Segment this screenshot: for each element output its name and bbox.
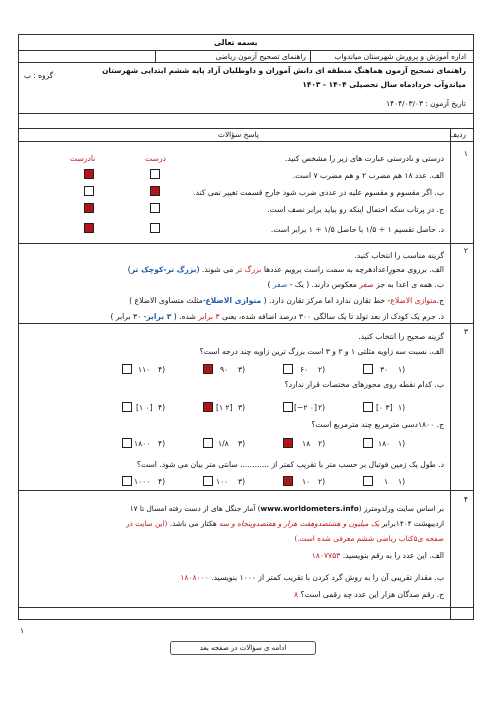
q4-paragraph-2: اردیبهشت ۱۴۰۴برابر یک میلیون و هشتصدوهفت هزار و هفتصدوپنجاه و سه هکتار می باشد. (این سایت در	[126, 519, 444, 528]
q2-item-b: ب. همه ی اعدا به جز صفر معکوس دارند. ( یک - صفر )	[267, 280, 444, 289]
page-number: ۱	[20, 626, 25, 635]
q3-a-option-2[interactable]	[283, 364, 293, 374]
divider	[310, 50, 311, 62]
option-label: (۱	[398, 439, 406, 448]
q3-b-option-4[interactable]	[122, 402, 132, 412]
q3-d-option-4[interactable]	[122, 476, 132, 486]
q1-b-false-checkbox[interactable]	[84, 186, 94, 196]
option-label: (۳	[238, 439, 246, 448]
option-value: ۱۸۰	[378, 439, 391, 448]
q1-a-false-checkbox[interactable]	[84, 169, 94, 179]
q3-b-option-1[interactable]	[363, 402, 373, 412]
answers-header: پاسخ سؤالات	[218, 130, 259, 139]
q1-d-true-checkbox[interactable]	[150, 223, 160, 233]
q2-item-a: الف. برروی محورِاعدادهرچه به سمت راست برویم عددها بزرگ تر می شوند. (بزرگ تر-کوچک تر)	[127, 265, 444, 274]
option-value: ۱۰۰۰	[134, 477, 151, 486]
q4-item-b: ب. مقدار تقریبی آن را به روش گرد کردن با تقریب کمتر از ۱۰۰۰ بنویسید. ۱۸۰۸۰۰۰	[180, 573, 444, 582]
row-column-divider	[450, 128, 451, 620]
q4-paragraph-1: بر اساس سایت ورلدومترز (www.worldometers.info) آمار جنگل های از دست رفته امسال تا ۱۷	[129, 504, 444, 513]
option-label: (۴	[158, 403, 166, 412]
row-divider	[18, 607, 474, 608]
option-label: (۴	[158, 439, 166, 448]
option-value: ۱۸	[302, 439, 311, 448]
option-value: ۳۰	[380, 365, 389, 374]
divider	[18, 62, 474, 63]
q1-true-heading: درست	[145, 154, 166, 163]
row-divider	[18, 323, 474, 324]
title-line-2: میاندوآب خردادماه سال تحصیلی ۱۴۰۴ - ۱۴۰۳	[302, 80, 466, 89]
option-label: (۲	[318, 365, 326, 374]
q3-d-option-1[interactable]	[363, 476, 373, 486]
option-label: (۲	[318, 403, 326, 412]
q3-c-option-1[interactable]	[363, 438, 373, 448]
question-number: ۲	[463, 246, 468, 255]
continue-note: ادامه ی سؤالات در صفحه بعد	[170, 641, 316, 655]
q3-c-option-4[interactable]	[122, 438, 132, 448]
divider	[155, 50, 156, 62]
q3-c-option-2[interactable]	[283, 438, 293, 448]
q3-b-option-3[interactable]	[203, 402, 213, 412]
option-value: [۲ ۱]	[216, 403, 233, 412]
q2-intro: گزینه مناسب را انتخاب کنید.	[354, 251, 444, 260]
q3-question-b: ب. کدام نقطه روی محورهای مختصات قرار ندارد؟	[284, 380, 444, 389]
guide-title: راهنمای تصحیح آزمون ریاضی	[215, 52, 306, 61]
q4-item-c: ج. رقم صدگان هزار این عدد چه رقمی است؟ ۸	[293, 590, 444, 599]
group-label: گروه : ب	[24, 71, 54, 80]
question-number: ۱	[463, 149, 468, 158]
q3-question-c: ج. ۱۸۰۰دسی مترمربع چند مترمربع است؟	[311, 420, 444, 429]
option-label: (۳	[238, 365, 246, 374]
option-label: (۴	[158, 477, 166, 486]
option-value: [۰ ۱]	[136, 403, 153, 412]
option-label: (۳	[238, 477, 246, 486]
q1-intro: درستی و نادرستی عبارت های زیر را مشخص کنید.	[284, 154, 444, 163]
question-number: ۴	[463, 495, 468, 504]
office-name: اداره آموزش و پرورش شهرستان میاندواب	[334, 52, 466, 61]
option-value: [۳ ۰]	[376, 403, 393, 412]
q1-item-a: الف. عدد ۱۸ هم مضرب ۲ و هم مضرب ۷ است.	[292, 171, 444, 180]
q1-c-true-checkbox[interactable]	[150, 203, 160, 213]
q1-a-true-checkbox[interactable]	[150, 169, 160, 179]
option-label: (۲	[318, 439, 326, 448]
option-value: ۱/۸	[218, 439, 229, 448]
option-value: ۱۰۰	[216, 477, 229, 486]
q1-item-d: د. حاصل تقسیم ۱ ÷ ۱/۵ با حاصل ۱/۵ ÷ ۱ برابر است.	[270, 225, 444, 234]
q2-item-d: د. جرم یک کودک از بعد تولد تا یک سالگی ۳۰۰ درصد اضافه شده، یعنی ۳ برابر شده. ( ۳ برابر- ۳۰ برابر )	[110, 312, 444, 321]
q3-question-a: الف. نسبت سه زاویه مثلثی ۱ و ۲ و ۳ است بزرگ ترین زاویه چند درجه است؟	[199, 347, 444, 356]
q3-c-option-3[interactable]	[203, 438, 213, 448]
option-value: ۱۸۰۰	[134, 439, 151, 448]
row-divider	[18, 490, 474, 491]
option-label: (۱	[398, 365, 406, 374]
row-header: ردیف	[449, 130, 466, 139]
q2-item-c: ج.متوازی الاضلاع- خط تقارن ندارد اما مرکز تقارن دارد. ( متوازی الاضلاع-مثلث متساوی الاضلاع )	[129, 296, 444, 305]
option-value: ۹۰	[220, 365, 229, 374]
option-value: ۱۱۰	[138, 365, 151, 374]
question-number: ۳	[463, 327, 468, 336]
option-value: ۱	[384, 477, 389, 486]
q3-d-option-2[interactable]	[283, 476, 293, 486]
q3-intro: گزینه صحیح را انتخاب کنید.	[358, 332, 444, 341]
option-label: (۴	[158, 365, 166, 374]
divider	[18, 113, 474, 114]
divider	[18, 141, 474, 142]
q1-d-false-checkbox[interactable]	[84, 223, 94, 233]
q4-item-a: الف. این عدد را به رقم بنویسید. ۱۸۰۷۷۵۳	[311, 551, 444, 560]
q1-c-false-checkbox[interactable]	[84, 203, 94, 213]
q3-question-d: د. طول یک زمین فوتبال بر حسب متر با تقریب کمتر از ............ سانتی متر بیان می شود. است؟	[136, 460, 444, 469]
row-divider	[18, 243, 474, 244]
divider	[18, 128, 474, 129]
divider	[18, 50, 474, 51]
q1-b-true-checkbox[interactable]	[150, 186, 160, 196]
option-label: (۱	[398, 403, 406, 412]
option-label: (۱	[398, 477, 406, 486]
exam-date: تاریخ آزمون : ۱۴۰۴/۰۳/۰۳	[386, 99, 466, 108]
option-value: ۶۰	[300, 365, 309, 374]
option-value: ۱۰	[302, 477, 311, 486]
exam-sheet	[18, 34, 474, 620]
q3-a-option-4[interactable]	[122, 364, 132, 374]
q1-item-b: ب. اگر مقسوم و مقسوم علیه در عددی ضرب شود خارج قسمت تغییر نمی کند.	[193, 188, 444, 197]
source-link[interactable]: www.worldometers.info	[260, 504, 359, 513]
q3-b-option-2[interactable]	[283, 402, 293, 412]
title-line-1: راهنمای تصحیح آزمون هماهنگ منطقه ای دانش آموزان و داوطلبان آزاد پایه ششم ابتدایی شهرستان	[102, 66, 466, 75]
q1-false-heading: نادرست	[70, 154, 96, 163]
option-value: [۰ ۲−]	[294, 403, 317, 412]
option-label: (۳	[238, 403, 246, 412]
q3-d-option-3[interactable]	[203, 476, 213, 486]
q1-item-c: ج. در پرتاب سکه احتمال اینکه رو بیاید برابر نصف است.	[267, 205, 444, 214]
q4-paragraph-3: صفحه ی۵کتاب ریاضی ششم معرفی شده است.)	[294, 534, 444, 543]
basmala: بسمه تعالی	[214, 38, 258, 47]
q3-a-option-1[interactable]	[363, 364, 373, 374]
option-label: (۲	[318, 477, 326, 486]
q3-a-option-3[interactable]	[203, 364, 213, 374]
